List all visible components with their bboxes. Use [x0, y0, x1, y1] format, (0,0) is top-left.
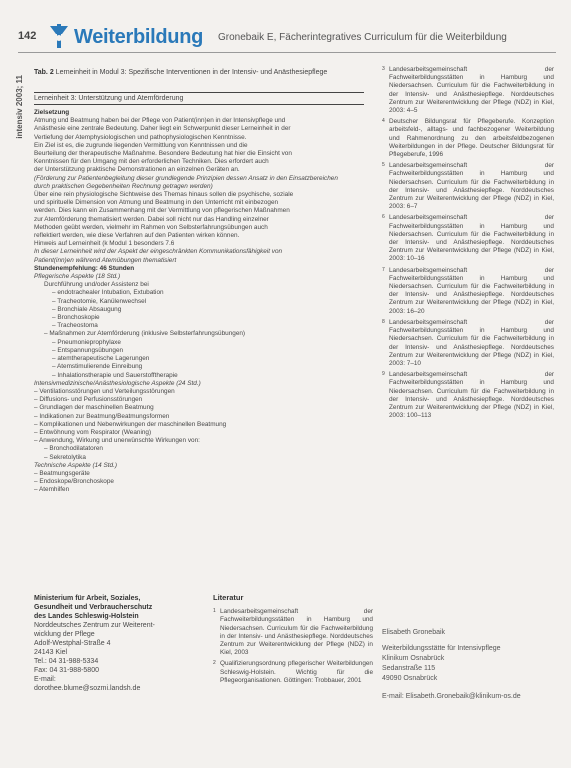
table-line: Atmung und Beatmung haben bei der Pflege von Patient(inn)en in der Intensivpflege und [34, 117, 286, 125]
literature-text: Qualifizierungsordnung pflegerischer Weiterbildungen Schleswig-Holstein. Wichtig für die Pflegeorganisationen. Göttingen: Trobbauer, 2001 [220, 660, 373, 684]
reference-item [382, 267, 554, 316]
author-address-line: Sedanstraße 115 [382, 665, 436, 672]
table-line: – Entwöhnung vom Respirator (Weaning) [34, 428, 152, 436]
table-line: – Pneumonieprophylaxe [52, 338, 121, 346]
reference-item [382, 214, 554, 263]
reference-number: 8 [382, 318, 385, 325]
author-name: Elisabeth Gronebaik [382, 629, 446, 636]
reference-number: 3 [382, 66, 385, 72]
author-block [382, 628, 554, 702]
ministry-address-line: dorothee.blume@sozmi.landsh.de [34, 685, 141, 692]
literature-block [213, 594, 373, 688]
table-line: – Tracheotomie, Kanülenwechsel [52, 297, 147, 305]
table-line: Ein Ziel ist es, die zugrunde liegenden Vermittlung von Kenntnissen und die [34, 141, 248, 149]
table-line: Vertiefung der Atemphysiologischen und pathophysiologischen Kenntnisse. [34, 133, 247, 141]
table-line: Methoden geübt werden, vielmehr im Rahmen von Selbsterfahrungsübungen auch [34, 223, 268, 231]
table-line: – Beatmungsgeräte [34, 469, 90, 477]
reference-number: 5 [382, 162, 385, 169]
reference-number: 4 [382, 118, 385, 125]
table-line: – Bronchiale Absaugung [52, 305, 122, 313]
table-line: Anästhesie eine zentrale Bedeutung. Daher liegt ein Schwerpunkt dieser Lerneinheit in der [34, 125, 291, 133]
ministry-address-line: 24143 Kiel [34, 649, 68, 656]
author-email: E-mail: Elisabeth.Gronebaik@klinikum-os.de [382, 693, 521, 700]
table-line: der Unterstützung praktische Demonstrationen an einzelnen Geräten an. [34, 166, 240, 174]
table-line: – endotrachealer Intubation, Extubation [52, 289, 164, 297]
ministry-name-line: Gesundheit und Verbraucherschutz [34, 604, 153, 611]
table-line: Zielsetzung [34, 109, 70, 116]
logo-icon [48, 22, 70, 50]
table-line: (Förderung zur Patientenbegleitung dieser grundlegende Prinzipien dessen Ansatz in den Einsatzbereichen [34, 174, 338, 182]
table-line: – Maßnahmen zur Atemförderung (inklusive Selbsterfahrungsübungen) [44, 330, 246, 338]
reference-item [382, 66, 554, 115]
ministry-address-line: wicklung der Pflege [34, 631, 95, 638]
literature-number: 2 [213, 660, 216, 667]
table-line: reflektiert werden, wie diese Verfahren auf den Patienten wirken können. [34, 232, 240, 240]
table-line: Stundenempfehlung: 46 Stunden [34, 264, 135, 272]
table-caption-label: Tab. 2 [34, 69, 54, 76]
table-line: und spirituelle Dimension von Atmung und Beatmung in den Unterricht mit einbezogen [34, 199, 279, 207]
table-line: Beurteilung der therapeutische Maßnahme. Besondere Bedeutung hat hier die Einsicht von [34, 150, 292, 158]
author-address-line: Weiterbildungsstätte für Intensivpflege [382, 645, 501, 652]
table-line: – Tracheostoma [52, 322, 98, 330]
header-rule [18, 52, 556, 53]
literature-text: Landesarbeitsgemeinschaft der Fachweiterbildungsstätten in Hamburg und Niedersachsen. Curriculum für die Fachweiterbildung in der Intensiv- und Anästhesiepflege. Norddeutsches Zentrum zur Weiterentwicklung der Pflege (NDZ) in Kiel, 2003 [220, 608, 373, 657]
reference-column [382, 66, 554, 423]
page-number: 142 [18, 30, 37, 42]
table-line: – Bronchodilatatoren [44, 445, 103, 453]
table-line: Kenntnissen für den Umgang mit den erforderlichen Techniken. Dies erfordert auch [34, 158, 269, 166]
table-line: – Grundlagen der maschinellen Beatmung [34, 404, 154, 412]
reference-text: Landesarbeitsgemeinschaft der Fachweiterbildungsstätten in Hamburg und Niedersachsen. Curriculum für die Fachweiterbildung in der Intensiv- und Anästhesiepflege. Norddeutsches Zentrum zur Weiterentwicklung der Pflege (NDZ) in Kiel, 2003: 7–10 [389, 318, 554, 367]
ministry-block [34, 594, 198, 693]
brand-title: Weiterbildung [74, 26, 204, 48]
reference-text: Landesarbeitsgemeinschaft der Fachweiterbildungsstätten in Hamburg und Niedersachsen. Curriculum für die Fachweiterbildung in der Intensiv- und Anästhesiepflege. Norddeutsches Zentrum zur Weiterentwicklung der Pflege (NDZ) in Kiel, 2003: 6–7 [389, 162, 554, 211]
reference-text: Landesarbeitsgemeinschaft der Fachweiterbildungsstätten in Hamburg und Niedersachsen. Curriculum für die Fachweiterbildung in der Intensiv- und Anästhesiepflege. Norddeutsches Zentrum zur Weiterentwicklung der Pflege (NDZ) in Kiel, 2003: 4–5 [389, 66, 554, 115]
ministry-address-line: Tel.: 04 31-988-5334 [34, 658, 99, 665]
ministry-address-line: E-mail: [34, 676, 56, 683]
ministry-name-line: des Landes Schleswig-Holstein [34, 613, 139, 620]
table-line: – Indikationen zur Beatmung/Beatmungsformen [34, 412, 170, 420]
ministry-address-line: Adolf-Westphal-Straße 4 [34, 640, 111, 647]
literature-item [213, 660, 373, 685]
literature-number: 1 [213, 608, 216, 615]
reference-number: 6 [382, 214, 385, 221]
reference-text: Landesarbeitsgemeinschaft der Fachweiterbildungsstätten in Hamburg und Niedersachsen. Curriculum für die Fachweiterbildung in der Intensiv- und Anästhesiepflege. Norddeutsches Zentrum zur Weiterentwicklung der Pflege (NDZ) in Kiel, 2003: 16–20 [389, 266, 554, 315]
reference-item [382, 162, 554, 211]
table-line: – Atemstimulierende Einreibung [52, 363, 143, 371]
table-line: – Sekretolytika [44, 453, 86, 461]
table-line: zur Atemförderung thematisiert werden. Dabei soll nicht nur das Handling einzelner [34, 215, 269, 223]
page-header [18, 22, 558, 52]
table-line: – Anwendung, Wirkung und unerwünschte Wirkungen von: [34, 437, 200, 445]
reference-number: 9 [382, 371, 385, 378]
author-address-line: Klinikum Osnabrück [382, 655, 445, 662]
running-title: Gronebaik E, Fächerintegratives Curriculum für die Weiterbildung [218, 32, 507, 43]
table-line: Über eine rein physiologische Sichtweise des Themas hinaus sollen die psychische, soziale [34, 191, 294, 199]
literature-item [213, 608, 373, 657]
ministry-address-line: Fax: 04 31-988-5800 [34, 667, 99, 674]
table-caption-text: Lerneinheit in Modul 3: Spezifische Interventionen in der Intensiv- und Anästhesiepflege [55, 69, 328, 76]
table-line: Intensivmedizinische/Anästhesiologische Aspekte (24 Std.) [34, 379, 201, 387]
author-address-line: 49090 Osnabrück [382, 675, 438, 682]
reference-item [382, 371, 554, 420]
literature-title: Literatur [213, 593, 244, 602]
reference-number: 7 [382, 266, 385, 273]
reference-text: Landesarbeitsgemeinschaft der Fachweiterbildungsstätten in Hamburg und Niedersachsen. Curriculum für die Fachweiterbildung in der Intensiv- und Anästhesiepflege. Norddeutsches Zentrum zur Weiterentwicklung der Pflege (NDZ) in Kiel, 2003: 100–113 [389, 371, 554, 420]
table-line: – Bronchoskopie [52, 314, 100, 322]
table-line: – atemtherapeutische Lagerungen [52, 355, 150, 363]
table-line: – Ventilationsstörungen und Verteilungsstörungen [34, 387, 175, 395]
reference-item [382, 319, 554, 368]
table-header: Lerneinheit 3: Unterstützung und Atemförderung [34, 92, 364, 105]
table-caption [34, 68, 364, 77]
table-line: durch praktischen Gegebenheiten Rechnung getragen werden) [34, 182, 213, 190]
journal-vertical-label: intensiv 2003; 11 [15, 75, 24, 139]
table-line: – Atemhilfen [34, 486, 70, 494]
table-line: In dieser Lerneinheit wird der Aspekt der eingeschränkten Kommunikationsfähigkeit von [34, 248, 283, 256]
table-line: Pflegerische Aspekte (18 Std.) [34, 273, 121, 281]
table-line: – Inhalationstherapie und Sauerstofftherapie [52, 371, 178, 379]
table-line: Hinweis auf Lerneinheit (k Modul 1 besonders 7.6 [34, 240, 175, 248]
ministry-name-line: Ministerium für Arbeit, Soziales, [34, 595, 141, 602]
table-line: Durchführung und/oder Assistenz bei [44, 281, 149, 289]
table-line: – Diffusions- und Perfusionsstörungen [34, 396, 143, 404]
reference-text: Deutscher Bildungsrat für Pflegeberufe. Konzeption arbeitsfeld-, alltags- und fachbezogener Weiterbildung und Rahmenordnung zu den arbeitsfeldbezogenen Weiterbildungen in der Pflege. Deutscher Bildungsrat für Pflegeberufe, 1996 [389, 118, 554, 159]
reference-item [382, 118, 554, 159]
table-line: – Endoskope/Bronchoskope [34, 478, 114, 486]
table-line: – Entspannungsübungen [52, 346, 124, 354]
table-line: werden. Dies kann ein Zusammenhang mit der Vermittlung von pflegerischen Maßnahmen [34, 207, 290, 215]
reference-text: Landesarbeitsgemeinschaft der Fachweiterbildungsstätten in Hamburg und Niedersachsen. Curriculum für die Fachweiterbildung in der Intensiv- und Anästhesiepflege. Norddeutsches Zentrum zur Weiterentwicklung der Pflege (NDZ) in Kiel, 2003: 10–16 [389, 214, 554, 263]
table-line: Technische Aspekte (14 Std.) [34, 461, 118, 469]
table-line: – Komplikationen und Nebenwirkungen der maschinellen Beatmung [34, 420, 227, 428]
table-body [34, 109, 364, 549]
ministry-address-line: Norddeutsches Zentrum zur Weiterent- [34, 622, 155, 629]
table-line: Patient(inn)en während Atemübungen thematisiert [34, 256, 177, 264]
